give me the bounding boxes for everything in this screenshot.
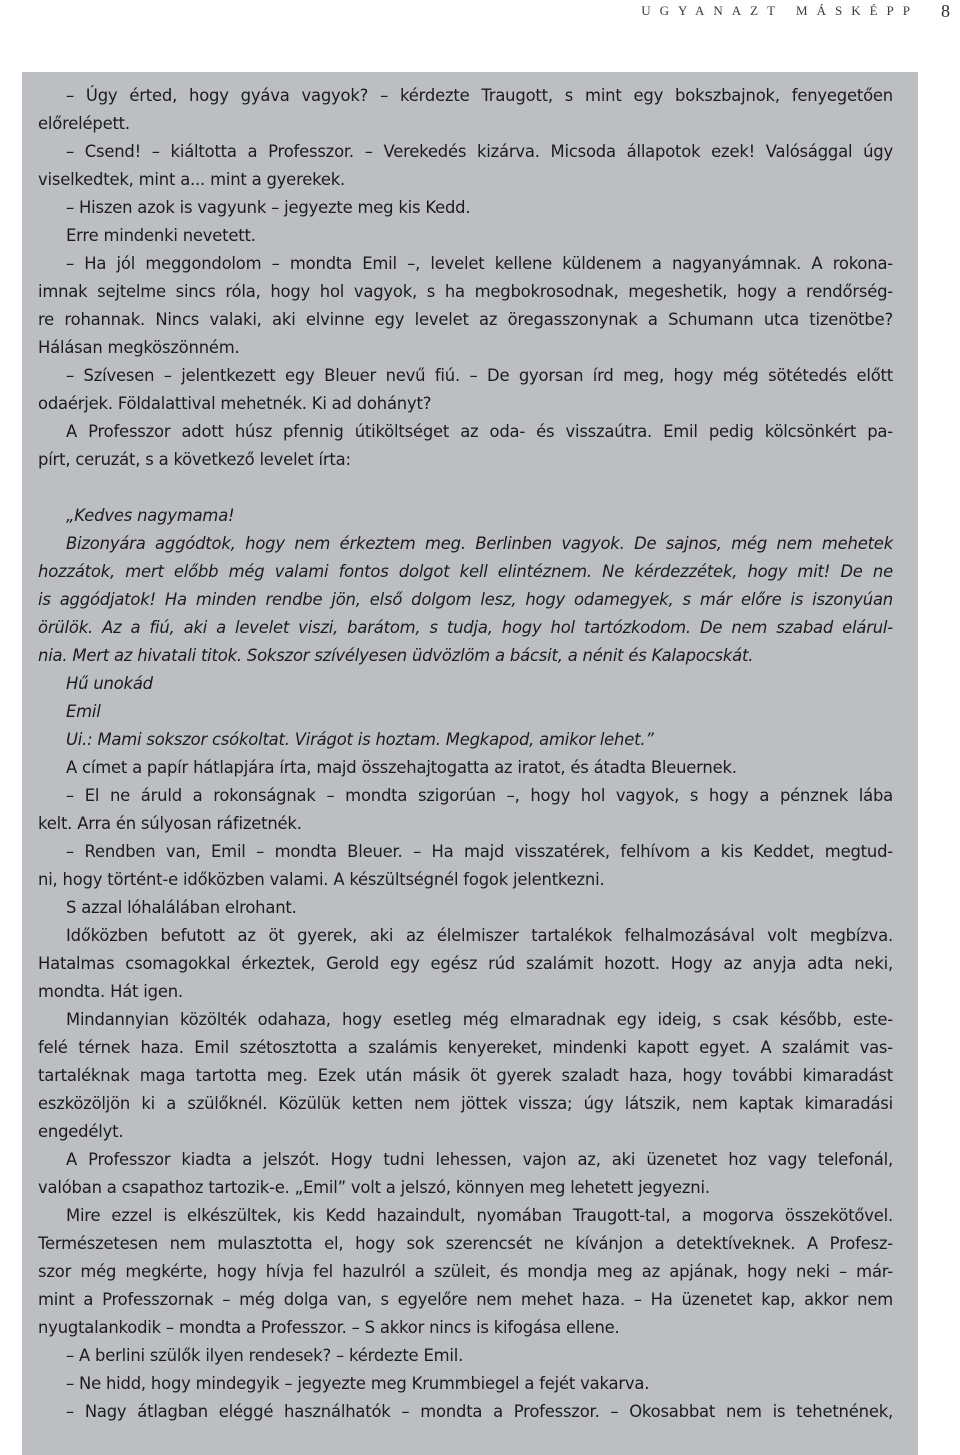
letter-line: nia. Mert az hivatali titok. Sokszor szívélyesen üdvözlöm a bácsit, a nénit és Kalapocskát. xyxy=(38,646,754,665)
letter-closing: Hű unokád xyxy=(66,674,153,693)
text-line: Mindannyian közölték odahaza, hogy esetleg még elmaradnak egy ideig, s csak később, este- xyxy=(66,1010,893,1029)
text-line: Természetesen nem mulasztotta el, hogy sok szerencsét ne kívánjon a detektíveknek. A Profesz- xyxy=(38,1234,893,1253)
text-line: viselkedtek, mint a... mint a gyerekek. xyxy=(38,170,346,189)
text-line: – El ne áruld a rokonságnak – mondta szigorúan –, hogy hol vagyok, s hogy a pénznek lába xyxy=(66,786,893,805)
text-line: ni, hogy történt-e időközben valami. A készültségnél fogok jelentkezni. xyxy=(38,870,605,889)
text-line: Mire ezzel is elkészültek, kis Kedd hazaindult, nyomában Traugott-tal, a mogorva összekötővel. xyxy=(66,1206,893,1225)
text-line: A Professzor kiadta a jelszót. Hogy tudni lehessen, vajon az, aki üzenetet hoz vagy telefonál, xyxy=(66,1150,893,1169)
text-line: Időközben befutott az öt gyerek, aki az élelmiszer tartalékok felhalmozásával volt megbízva. xyxy=(66,926,893,945)
letter-line: örülök. Az a fiú, aki a levelet viszi, barátom, s tudja, hogy hol tartózkodom. De nem szabad elárul- xyxy=(38,618,893,637)
letter-line: hozzátok, mert előbb még valami fontos dolgot kell elintéznem. Ne kérdezzétek, hogy mit! De ne xyxy=(38,562,893,581)
letter-signature: Emil xyxy=(66,702,101,721)
text-line: mondta. Hát igen. xyxy=(38,982,183,1001)
text-line: Hálásan megköszönném. xyxy=(38,338,240,357)
letter-salutation: „Kedves nagymama! xyxy=(66,506,235,525)
text-line: – A berlini szülők ilyen rendesek? – kérdezte Emil. xyxy=(66,1346,464,1365)
letter-postscript: Ui.: Mami sokszor csókoltat. Virágot is hoztam. Megkapod, amikor lehet.” xyxy=(66,730,654,749)
text-line: A Professzor adott húsz pfennig útiköltséget az oda- és visszaútra. Emil pedig kölcsönkért pa- xyxy=(66,422,893,441)
text-line: – Nagy átlagban eléggé használhatók – mondta a Professzor. – Okosabbat nem is tehetnének, xyxy=(66,1402,893,1421)
text-line: – Úgy érted, hogy gyáva vagyok? – kérdezte Traugott, s mint egy bokszbajnok, fenyegetően xyxy=(66,86,893,105)
text-line: – Ha jól meggondolom – mondta Emil –, levelet kellene küldenem a nagyanyámnak. A rokona- xyxy=(66,254,893,273)
text-line: szor még megkérte, hogy hívja fel hazulról a szüleit, és mondja meg az apjának, hogy neki – már- xyxy=(38,1262,893,1281)
text-line: – Hiszen azok is vagyunk – jegyezte meg kis Kedd. xyxy=(66,198,471,217)
text-line: A címet a papír hátlapjára írta, majd összehajtogatta az iratot, és átadta Bleuernek. xyxy=(66,758,737,777)
running-header xyxy=(641,0,960,22)
text-line: Hatalmas csomagokkal érkeztek, Gerold egy egész rúd szalámit hozott. Hogy az anyja adta neki, xyxy=(38,954,893,973)
text-line: valóban a csapathoz tartozik-e. „Emil” volt a jelszó, könnyen meg lehetett jegyezni. xyxy=(38,1178,710,1197)
letter-line: Bizonyára aggódtok, hogy nem érkeztem meg. Berlinben vagyok. De sajnos, még nem mehetek xyxy=(66,534,893,553)
text-line: mint a Professzornak – még dolga van, s egyelőre nem mehet haza. – Ha üzenetet kap, akkor nem xyxy=(38,1290,893,1309)
text-line: S azzal lóhalálában elrohant. xyxy=(66,898,297,917)
text-line: – Szívesen – jelentkezett egy Bleuer nevű fiú. – De gyorsan írd meg, hogy még sötétedés előtt xyxy=(66,366,893,385)
text-line: előrelépett. xyxy=(38,114,130,133)
text-line: pírt, ceruzát, s a következő levelet írta: xyxy=(38,450,351,469)
text-line: re rohannak. Nincs valaki, aki elvinne egy levelet az öregasszonynak a Schumann utca tizenötbe? xyxy=(38,310,893,329)
page-number: 8 xyxy=(941,0,950,21)
text-line: – Rendben van, Emil – mondta Bleuer. – Ha majd visszatérek, felhívom a kis Keddet, megtud- xyxy=(66,842,893,861)
text-line: – Csend! – kiáltotta a Professzor. – Verekedés kizárva. Micsoda állapotok ezek! Valósággal úgy xyxy=(66,142,893,161)
text-line: eszközöljön ki a szülőknél. Közülük ketten nem jöttek vissza; úgy látszik, nem kaptak kimaradási xyxy=(38,1094,893,1113)
running-title: UGYANAZT MÁSKÉPP xyxy=(641,3,919,18)
text-line: felé térnek haza. Emil szétosztotta a szalámis kenyereket, mindenki kapott egyet. A szalámit vas- xyxy=(38,1038,893,1057)
text-line: tartaléknak maga tartotta meg. Ezek után másik öt gyerek szaladt haza, hogy további kimaradást xyxy=(38,1066,893,1085)
paragraph-gap xyxy=(38,474,893,502)
page-body xyxy=(38,82,893,1426)
text-line: engedélyt. xyxy=(38,1122,124,1141)
text-line: nyugtalankodik – mondta a Professzor. – S akkor nincs is kifogása ellene. xyxy=(38,1318,620,1337)
text-line: imnak sejtelme sincs róla, hogy hol vagyok, s ha megbokrosodnak, megeshetik, hogy a rendőrség- xyxy=(38,282,893,301)
letter-line: is aggódjatok! Ha minden rendbe jön, első dolgom lesz, hogy odamegyek, s már előre is iszonyúan xyxy=(38,590,893,609)
text-line: kelt. Arra én súlyosan ráfizetnék. xyxy=(38,814,302,833)
text-line: – Ne hidd, hogy mindegyik – jegyezte meg Krummbiegel a fejét vakarva. xyxy=(66,1374,650,1393)
text-line: odaérjek. Földalattival mehetnék. Ki ad dohányt? xyxy=(38,394,432,413)
text-line: Erre mindenki nevetett. xyxy=(66,226,256,245)
